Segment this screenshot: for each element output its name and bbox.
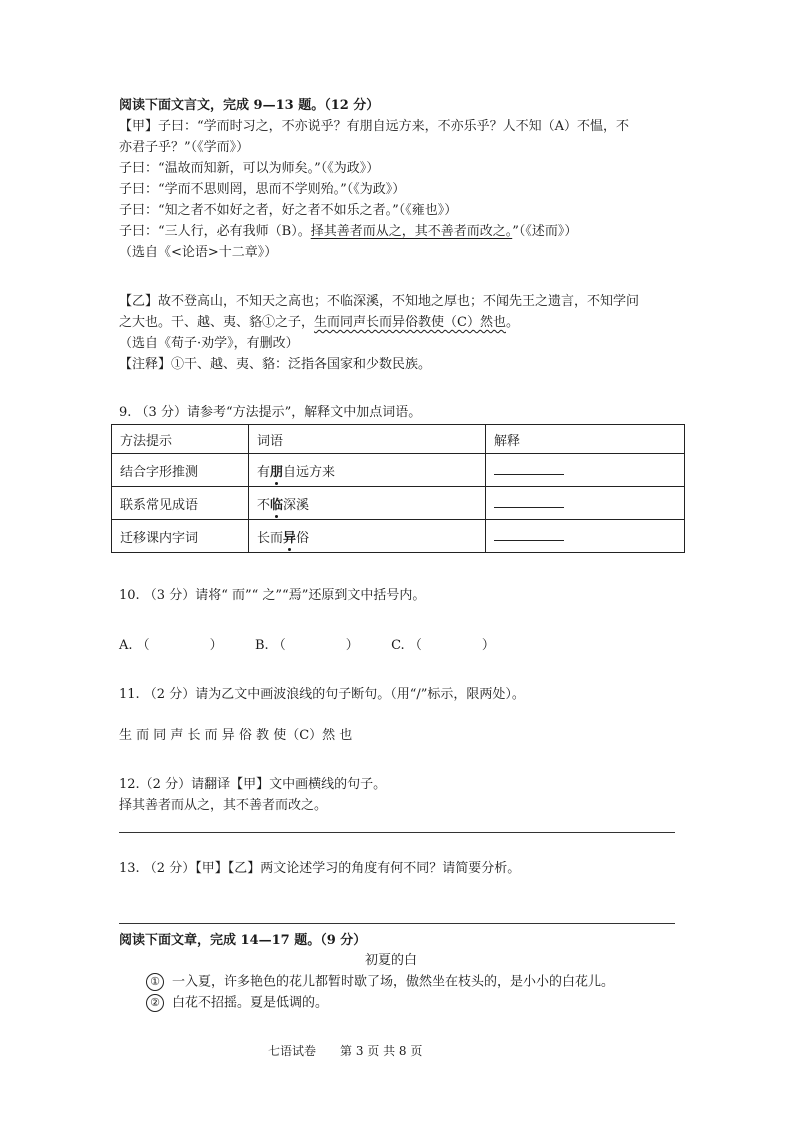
word-text: 长而 — [257, 530, 284, 546]
passage-line: 子曰：“温故而知新，可以为师矣。”（《为政》） — [119, 161, 380, 176]
table-row — [112, 487, 685, 520]
passage-text: 之大也。干、越、夷、貉①之子， — [119, 315, 315, 330]
table-row — [112, 454, 685, 487]
slot-b[interactable]: B. （ ） — [254, 638, 359, 653]
sentence-to-translate: 择其善者而从之，其不善者而改之。 — [119, 798, 328, 813]
passage-line: 亦君子乎？”（《学而》） — [119, 140, 250, 155]
table-row — [112, 520, 685, 553]
passage-line: 子曰：“知之者不如好之者，好之者不如乐之者。”（《雍也》） — [119, 203, 458, 218]
word-cell — [249, 454, 486, 487]
answer-blank[interactable] — [494, 528, 564, 541]
answer-cell[interactable] — [486, 487, 685, 520]
question-12: 12.（2 分）请翻译【甲】文中画横线的句子。 — [119, 777, 387, 792]
section-heading: 阅读下面文章，完成 14—17 题。（9 分） — [119, 933, 367, 948]
paragraph-text: 白花不招摇。夏是低调的。 — [172, 995, 329, 1011]
question-9: 9. （3 分）请参考“方法提示”，解释文中加点词语。 — [119, 405, 422, 420]
word-cell — [249, 487, 486, 520]
article-title: 初夏的白 — [365, 953, 418, 968]
word-text: 深溪 — [283, 497, 310, 513]
section-heading: 阅读下面文言文，完成 9—13 题。（12 分） — [119, 98, 380, 113]
word-text: 有 — [257, 464, 271, 480]
passage-line — [119, 314, 519, 332]
dotted-char: 朋 — [270, 464, 284, 480]
passage-line: 子曰：“学而不思则罔，思而不学则殆。”（《为政》） — [119, 182, 406, 197]
question-11: 11. （2 分）请为乙文中画波浪线的句子断句。（用“/”标示，限两处）。 — [119, 687, 525, 702]
answer-slots-10 — [119, 637, 495, 655]
dotted-char: 临 — [270, 497, 284, 513]
question-10: 10. （3 分）请将“ 而”“ 之”“焉”还原到文中括号内。 — [119, 588, 426, 603]
header-method: 方法提示 — [112, 425, 249, 454]
passage-line: 【乙】故不登高山，不知天之高也；不临深溪，不知地之厚也；不闻先王之遗言，不知学问 — [119, 294, 640, 309]
question-13: 13. （2 分）【甲】【乙】两文论述学习的角度有何不同？请简要分析。 — [119, 861, 521, 876]
passage-text: ”（《述而》） — [512, 224, 578, 239]
slot-c[interactable]: C. （ ） — [391, 638, 495, 653]
dotted-char: 异 — [283, 530, 297, 546]
underlined-sentence: 择其善者而从之，其不善者而改之。 — [310, 224, 513, 239]
paragraph — [146, 973, 614, 992]
paragraph-number: ① — [146, 973, 164, 991]
passage-source: （选自《荀子·劝学》，有删改） — [119, 336, 299, 351]
answer-cell[interactable] — [486, 454, 685, 487]
answer-line[interactable] — [119, 832, 675, 833]
passage-note: 【注释】①干、越、夷、貉：泛指各国家和少数民族。 — [119, 357, 432, 372]
page-footer: 七语试卷 第 3 页 共 8 页 — [268, 1044, 423, 1058]
table-header-row — [112, 425, 685, 454]
method-cell: 迁移课内字词 — [112, 520, 249, 553]
method-cell: 联系常见成语 — [112, 487, 249, 520]
passage-text: 。 — [505, 315, 519, 330]
paragraph-number: ② — [146, 994, 164, 1012]
passage-source: （选自《<论语>十二章》） — [119, 245, 278, 260]
sentence-to-punctuate[interactable]: 生 而 同 声 长 而 异 俗 教 使（C）然 也 — [119, 728, 353, 743]
answer-blank[interactable] — [494, 495, 564, 508]
header-explanation: 解释 — [486, 425, 685, 454]
paragraph-text: 一入夏，许多艳色的花儿都暂时歇了场，傲然坐在枝头的，是小小的白花儿。 — [172, 974, 615, 990]
method-table — [111, 424, 685, 553]
passage-line: 【甲】子曰：“学而时习之，不亦说乎？有朋自远方来，不亦乐乎？人不知（A）不愠，不 — [119, 119, 630, 134]
header-word: 词语 — [249, 425, 486, 454]
word-cell — [249, 520, 486, 553]
answer-blank[interactable] — [494, 462, 564, 475]
passage-text: 子曰：“三人行，必有我师（B）。 — [119, 224, 311, 239]
slot-a[interactable]: A. （ ） — [119, 638, 223, 653]
wavy-sentence: 生而同声长而异俗教使（C）然也 — [314, 315, 506, 330]
word-text: 不 — [257, 497, 271, 513]
passage-line — [119, 223, 577, 241]
answer-line[interactable] — [119, 923, 675, 924]
answer-cell[interactable] — [486, 520, 685, 553]
word-text: 自远方来 — [283, 464, 336, 480]
word-text: 俗 — [296, 530, 310, 546]
method-cell: 结合字形推测 — [112, 454, 249, 487]
paragraph — [146, 994, 328, 1013]
